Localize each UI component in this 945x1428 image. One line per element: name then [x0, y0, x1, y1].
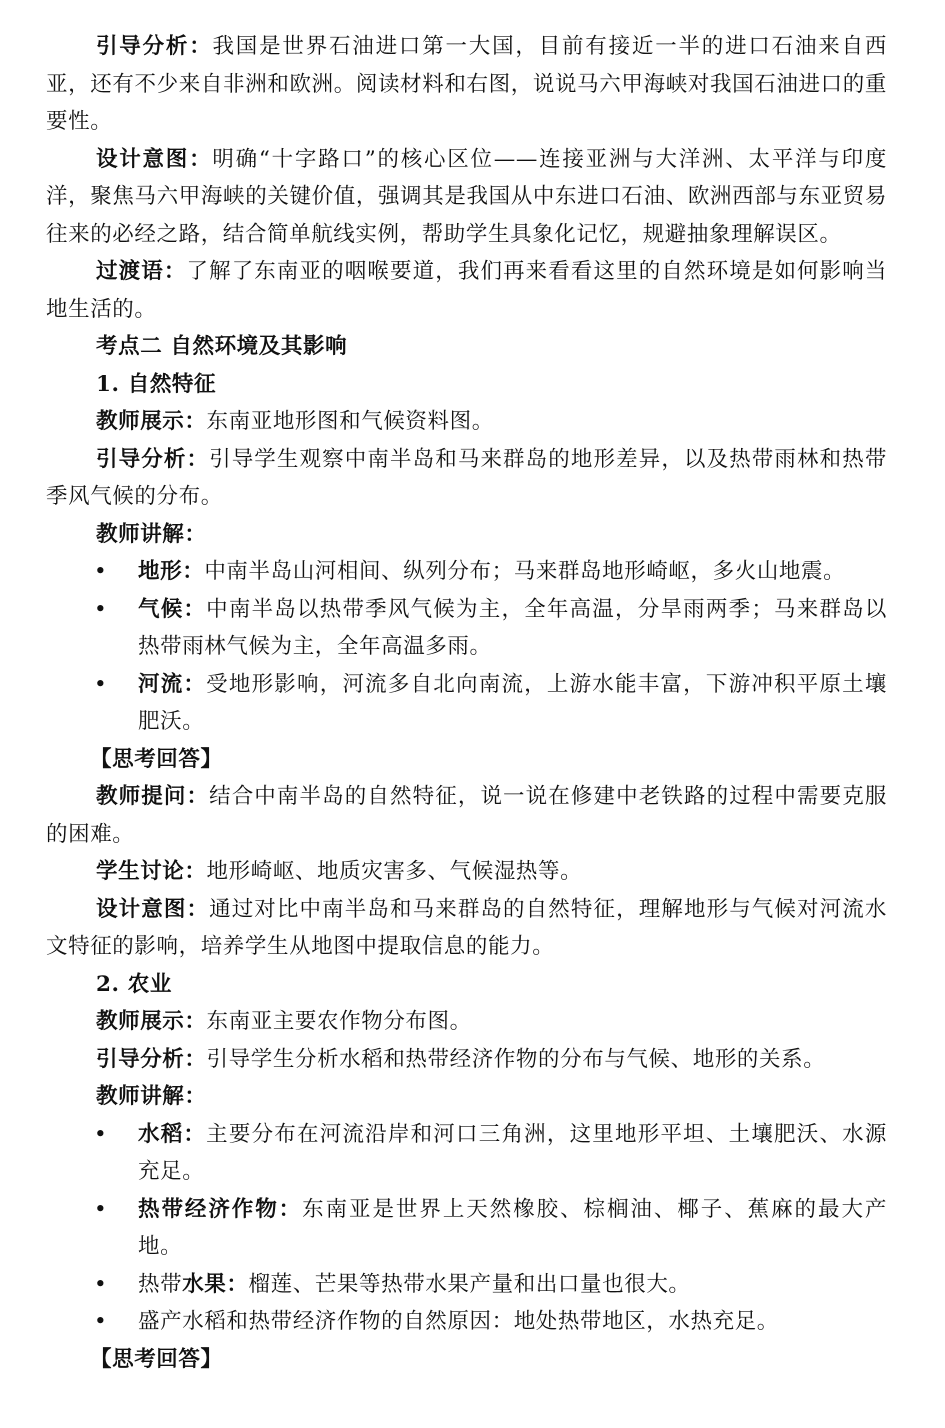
bullet-icon: • — [94, 596, 108, 622]
bullet-icon: • — [94, 1121, 108, 1147]
list-item-fruits: • 热带水果：榴莲、芒果等热带水果产量和出口量也很大。 — [46, 1266, 887, 1304]
paragraph-student-discussion: 学生讨论：地形崎岖、地质灾害多、气候湿热等。 — [96, 859, 583, 884]
bullet-icon: • — [94, 1271, 108, 1297]
paragraph-guided-analysis-3: 引导分析：引导学生分析水稻和热带经济作物的分布与气候、地形的关系。 — [96, 1046, 826, 1072]
list-item-rice: • 水稻：主要分布在河流沿岸和河口三角洲，这里地形平坦、土壤肥沃、水源充足。 — [46, 1116, 887, 1191]
paragraph-teacher-display-2: 教师展示：东南亚主要农作物分布图。 — [96, 1009, 472, 1034]
paragraph-teacher-explain-1: 教师讲解： — [96, 521, 207, 547]
paragraph-design-intent-1: 设计意图：明确“十字路口”的核心区位——连接亚洲与大洋洲、太平洋与印度洋，聚焦马六甲海峡的关键价值，强调其是我国从中东进口石油、欧洲西部与东亚贸易往来的必经之路，结合简单航线实例，帮助学生具象化记忆，规避抽象理解误区。 — [46, 146, 887, 247]
list-item-climate: • 气候：中南半岛以热带季风气候为主，全年高温，分旱雨两季；马来群岛以热带雨林气候为主，全年高温多雨。 — [46, 591, 887, 666]
paragraph-design-intent-2: 设计意图：通过对比中南半岛和马来群岛的自然特征，理解地形与气候对河流水文特征的影响，培养学生从地图中提取信息的能力。 — [46, 896, 887, 959]
bullet-icon: • — [94, 1309, 108, 1334]
list-item-natural-reasons: • 盛产水稻和热带经济作物的自然原因：地处热带地区，水热充足。 — [46, 1303, 887, 1341]
paragraph-teacher-question: 教师提问：结合中南半岛的自然特征，说一说在修建中老铁路的过程中需要克服的困难。 — [46, 784, 887, 847]
list-item-terrain: • 地形：中南半岛山河相间、纵列分布；马来群岛地形崎岖，多火山地震。 — [46, 553, 887, 591]
list-item-cash-crops: • 热带经济作物：东南亚是世界上天然橡胶、棕榈油、椰子、蕉麻的最大产地。 — [46, 1191, 887, 1266]
think-answer-heading-2: 【思考回答】 — [90, 1346, 223, 1372]
paragraph-teacher-explain-2: 教师讲解： — [96, 1084, 207, 1109]
paragraph-teacher-display-1: 教师展示：东南亚地形图和气候资料图。 — [96, 409, 494, 434]
think-answer-heading-1: 【思考回答】 — [90, 746, 223, 772]
paragraph-guided-analysis-1: 引导分析：我国是世界石油进口第一大国，目前有接近一半的进口石油来自西亚，还有不少来自非洲和欧洲。阅读材料和右图，说说马六甲海峡对我国石油进口的重要性。 — [46, 34, 887, 134]
section-heading-exam-point-2: 考点二 自然环境及其影响 — [96, 334, 348, 359]
paragraph-guided-analysis-2: 引导分析：引导学生观察中南半岛和马来群岛的地形差异，以及热带雨林和热带季风气候的分布。 — [46, 446, 887, 509]
bullet-icon: • — [94, 1196, 108, 1222]
bullet-icon: • — [94, 671, 108, 697]
bullet-icon: • — [94, 559, 108, 584]
list-item-rivers: • 河流：受地形影响，河流多自北向南流，上游水能丰富，下游冲积平原土壤肥沃。 — [46, 666, 887, 741]
subheading-natural-features: 1. 自然特征 — [96, 371, 217, 397]
paragraph-transition: 过渡语：了解了东南亚的咽喉要道，我们再来看看这里的自然环境是如何影响当地生活的。 — [46, 259, 887, 322]
subheading-agriculture: 2. 农业 — [96, 971, 172, 997]
